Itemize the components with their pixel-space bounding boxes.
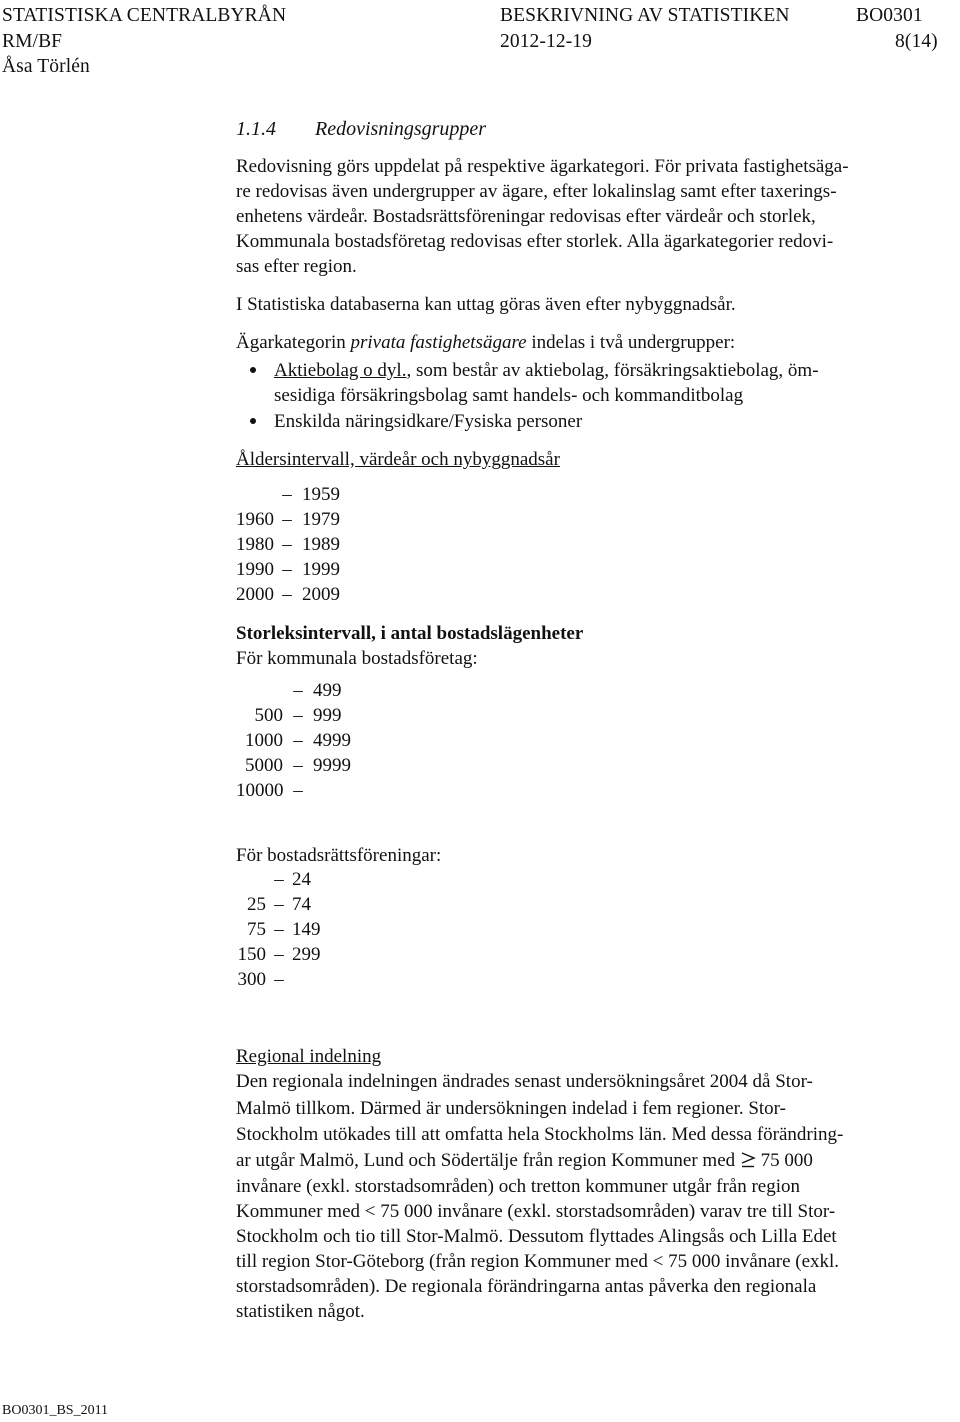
paragraph-1-line-3: enhetens värdeår. Bostadsrättsföreningar redovisas efter värdeår och storlek,	[236, 206, 816, 227]
dash: –	[282, 509, 292, 530]
dash: –	[293, 780, 303, 801]
brf-interval-row	[236, 917, 321, 942]
municipal-interval-row	[236, 703, 342, 728]
dash: –	[274, 969, 284, 990]
age-to: 1979	[302, 509, 340, 530]
bullet-2: Enskilda näringsidkare/Fysiska personer	[274, 411, 583, 432]
bullet-1-dot	[250, 367, 256, 373]
brf-to: 299	[292, 944, 321, 965]
regional-line-9: storstadsområden). De regionala förändringarna antas påverka den regionala	[236, 1276, 817, 1297]
header-author: Åsa Törlén	[2, 56, 90, 77]
dash: –	[274, 894, 284, 915]
municipal-label: För kommunala bostadsföretag:	[236, 648, 478, 669]
brf-from: 75	[247, 919, 266, 940]
regional-line-2: Malmö tillkom. Därmed är undersökningen indelad i fem regioner. Stor-	[236, 1098, 786, 1119]
brf-from: 150	[237, 944, 266, 965]
regional-line-5: invånare (exkl. storstadsområden) och tretton kommuner utgår från region	[236, 1176, 801, 1197]
age-from: 1960	[236, 509, 274, 530]
municipal-to: 9999	[313, 755, 351, 776]
age-to: 1959	[302, 484, 340, 505]
age-from: 1980	[236, 534, 274, 555]
brf-label: För bostadsrättsföreningar:	[236, 845, 442, 866]
age-interval-row	[236, 482, 340, 507]
dash: –	[282, 484, 292, 505]
age-to: 2009	[302, 584, 340, 605]
municipal-to: 999	[313, 705, 342, 726]
brf-from: 300	[237, 969, 266, 990]
bullet-1-link[interactable]: Aktiebolag o dyl.	[274, 360, 407, 381]
brf-interval-row	[236, 967, 292, 992]
municipal-from: 500	[254, 705, 283, 726]
paragraph-1-line-4: Kommunala bostadsföretag redovisas efter storlek. Alla ägarkategorier redovi-	[236, 231, 834, 252]
dash: –	[293, 705, 303, 726]
header-doc-type: BESKRIVNING AV STATISTIKEN	[500, 5, 790, 26]
municipal-interval-row	[236, 678, 342, 703]
regional-line-6: Kommuner med < 75 000 invånare (exkl. storstadsområden) varav tre till Stor-	[236, 1201, 836, 1222]
regional-line-4-post: 75 000	[755, 1150, 813, 1171]
dash: –	[282, 534, 292, 555]
bullet-2-dot	[250, 418, 256, 424]
size-heading: Storleksintervall, i antal bostadslägenheter	[236, 623, 584, 644]
owner-intro-post: indelas i två undergrupper:	[526, 332, 736, 353]
age-interval-row	[236, 557, 340, 582]
section-title: Redovisningsgrupper	[315, 118, 487, 140]
paragraph-1-line-5: sas efter region.	[236, 256, 357, 277]
age-from: 1990	[236, 559, 274, 580]
greater-or-equal-icon	[740, 1150, 756, 1175]
municipal-interval-row	[236, 778, 313, 803]
age-to: 1999	[302, 559, 340, 580]
regional-line-1: Den regionala indelningen ändrades senast undersökningsåret 2004 då Stor-	[236, 1071, 813, 1092]
age-interval-row	[236, 507, 340, 532]
dash: –	[274, 919, 284, 940]
header-dept: RM/BF	[2, 31, 63, 52]
age-to: 1989	[302, 534, 340, 555]
age-from: 2000	[236, 584, 274, 605]
dash: –	[293, 730, 303, 751]
owner-intro-category: privata fastighetsägare	[350, 332, 527, 353]
dash: –	[282, 559, 292, 580]
brf-to: 74	[292, 894, 311, 915]
paragraph-1-line-1: Redovisning görs uppdelat på respektive ägarkategori. För privata fastighetsäga-	[236, 156, 849, 177]
municipal-to: 4999	[313, 730, 351, 751]
bullet-1-line-2: sesidiga försäkringsbolag samt handels- och kommanditbolag	[274, 385, 744, 406]
municipal-from: 1000	[245, 730, 283, 751]
bullet-1-rest: , som består av aktiebolag, försäkringsaktiebolag, öm-	[406, 360, 819, 381]
municipal-from: 5000	[245, 755, 283, 776]
municipal-from: 10000	[236, 780, 284, 801]
age-interval-row	[236, 532, 340, 557]
paragraph-2: I Statistiska databaserna kan uttag göras även efter nybyggnadsår.	[236, 294, 736, 315]
municipal-interval-row	[236, 753, 351, 778]
regional-heading: Regional indelning	[236, 1046, 382, 1067]
brf-interval-row	[236, 942, 321, 967]
regional-line-7: Stockholm och tio till Stor-Malmö. Dessutom flyttades Alingsås och Lilla Edet	[236, 1226, 837, 1247]
dash: –	[274, 869, 284, 890]
owner-intro	[236, 330, 735, 355]
footer-doc-id: BO0301_BS_2011	[2, 1403, 109, 1418]
header-page: 8(14)	[895, 31, 938, 52]
section-number: 1.1.4	[236, 118, 276, 140]
age-heading: Åldersintervall, värdeår och nybyggnadsår	[236, 449, 560, 470]
header-date: 2012-12-19	[500, 31, 592, 52]
paragraph-1-line-2: re redovisas även undergrupper av ägare, efter lokalinslag samt efter taxerings-	[236, 181, 837, 202]
brf-to: 24	[292, 869, 311, 890]
header-org: STATISTISKA CENTRALBYRÅN	[2, 5, 287, 26]
dash: –	[274, 944, 284, 965]
regional-line-4	[236, 1148, 813, 1175]
dash: –	[293, 680, 303, 701]
owner-intro-pre: Ägarkategorin	[236, 332, 351, 353]
brf-to: 149	[292, 919, 321, 940]
dash: –	[293, 755, 303, 776]
municipal-interval-row	[236, 728, 351, 753]
brf-interval-row	[236, 867, 311, 892]
regional-line-8: till region Stor-Göteborg (från region Kommuner med < 75 000 invånare (exkl.	[236, 1251, 840, 1272]
municipal-to: 499	[313, 680, 342, 701]
brf-interval-row	[236, 892, 311, 917]
bullet-1-line-1	[274, 358, 819, 383]
regional-line-10: statistiken något.	[236, 1301, 365, 1322]
regional-line-4-pre: ar utgår Malmö, Lund och Södertälje från region Kommuner med	[236, 1150, 740, 1171]
dash: –	[282, 584, 292, 605]
age-interval-row	[236, 582, 340, 607]
header-doc-code: BO0301	[856, 5, 923, 26]
regional-line-3: Stockholm utökades till att omfatta hela Stockholms län. Med dessa förändring-	[236, 1124, 844, 1145]
brf-from: 25	[247, 894, 266, 915]
